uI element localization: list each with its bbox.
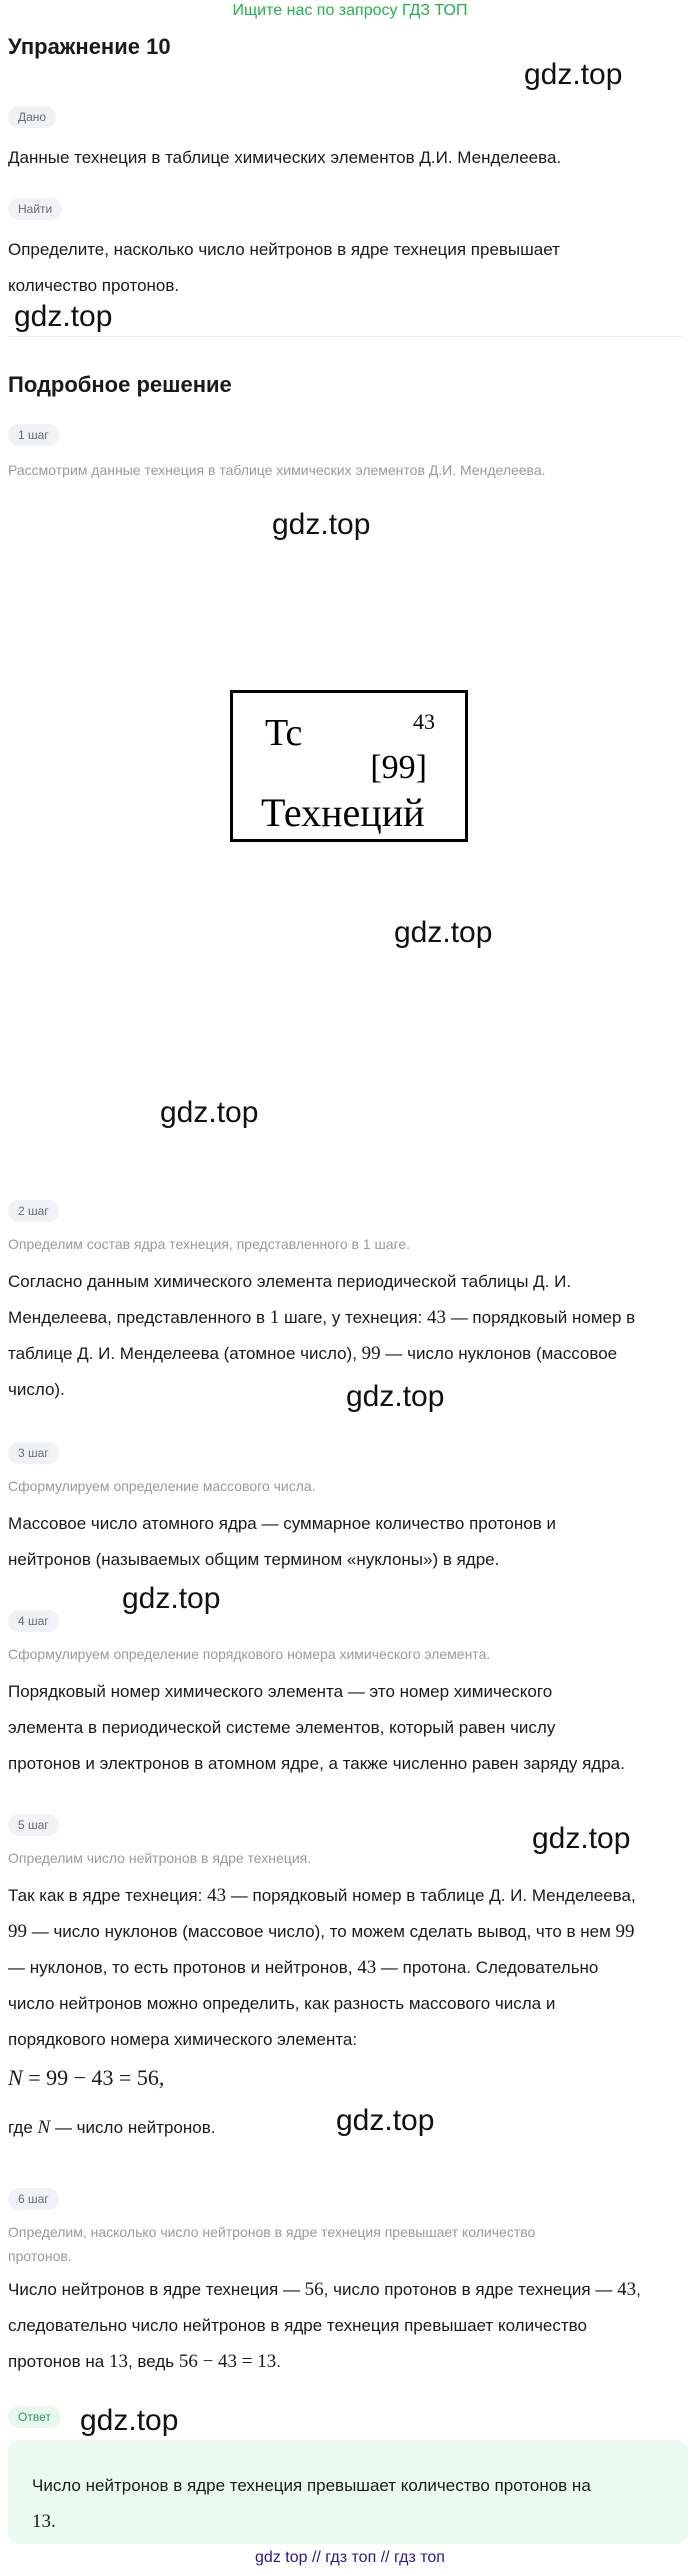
answer-badge: Ответ [8,2406,61,2428]
step-text-line: элемента в периодической системе элементов, который равен числу [8,1718,556,1737]
step-hint: Сформулируем определение массового числа. [8,1478,316,1494]
watermark: gdz.top [532,1822,631,1855]
step-hint: Рассмотрим данные технеция в таблице химических элементов Д.И. Менделеева. [8,462,546,478]
step-text-line: число нейтронов можно определить, как разность массового числа и [8,1994,556,2013]
find-text-line: Определите, насколько число нейтронов в ядре технеция превышает [8,240,560,259]
step-text-line: протонов на 13, ведь 56 − 43 = 13. [8,2351,282,2372]
element-name: Технеций [261,790,425,835]
step-hint: Определим число нейтронов в ядре технеция. [8,1850,312,1866]
watermark: gdz.top [272,508,371,541]
step-text-line: Порядковый номер химического элемента — это номер химического [8,1682,553,1701]
element-mass: [99] [370,749,427,786]
given-badge: Дано [8,106,56,128]
step-text-line: порядкового номера химического элемента: [8,2030,358,2049]
answer-text-line: Число нейтронов в ядре технеция превышает количество протонов на [32,2476,591,2495]
step-text-line: 99 — число нуклонов (массовое число), то можем сделать вывод, что в нем 99 [8,1921,635,1942]
step-text-line: число). [8,1380,65,1399]
step-hint: Сформулируем определение порядкового номера химического элемента. [8,1646,491,1662]
watermark: gdz.top [336,2104,435,2137]
step-text-line: Менделеева, представленного в 1 шаге, у технеция: 43 — порядковый номер в [8,1307,636,1328]
watermark: gdz.top [122,1582,221,1615]
element-symbol: Tc [265,712,303,754]
watermark: gdz.top [160,1096,259,1129]
divider [8,336,684,337]
step-badge: 6 шаг [8,2188,59,2210]
watermark: gdz.top [14,300,113,333]
step-badge: 4 шаг [8,1610,59,1632]
page-title: Упражнение 10 [8,34,171,59]
step-hint: протонов. [8,2248,72,2264]
step-badge: 1 шаг [8,424,59,446]
element-card [230,690,468,842]
watermark: gdz.top [524,58,623,91]
step-badge: 5 шаг [8,1814,59,1836]
step-hint: Определим состав ядра технеция, представленного в 1 шаге. [8,1236,411,1252]
watermark: gdz.top [80,2404,179,2437]
find-text-line: количество протонов. [8,276,180,295]
step-text-line: таблице Д. И. Менделеева (атомное число), 99 — число нуклонов (массовое [8,1343,618,1364]
step-hint: Определим, насколько число нейтронов в ядре технеция превышает количество [8,2224,536,2240]
step-text-line: Массовое число атомного ядра — суммарное количество протонов и [8,1514,556,1533]
step-text-line: следовательно число нейтронов в ядре технеция превышает количество [8,2316,587,2335]
step-text-line: где N — число нейтронов. [8,2117,216,2138]
step-text-line: — нуклонов, то есть протонов и нейтронов, 43 — протона. Следовательно [8,1957,599,1978]
watermark: gdz.top [394,916,493,949]
step-text-line: нейтронов (называемых общим термином «нуклоны») в ядре. [8,1550,500,1569]
step-text-line: Так как в ядре технеция: 43 — порядковый номер в таблице Д. И. Менделеева, [8,1885,636,1906]
solution-title: Подробное решение [8,372,232,397]
formula: N = 99 − 43 = 56, [8,2065,165,2090]
step-badge: 2 шаг [8,1200,59,1222]
step-text-line: протонов и электронов в атомном ядре, а также численно равен заряду ядра. [8,1754,625,1773]
answer-box [8,2440,688,2544]
step-badge: 3 шаг [8,1442,59,1464]
step-text-line: Число нейтронов в ядре технеция — 56, число протонов в ядре технеция — 43, [8,2279,641,2300]
answer-text-line: 13. [32,2511,56,2532]
watermark: gdz.top [346,1380,445,1413]
find-badge: Найти [8,198,62,220]
search-banner[interactable]: Ищите нас по запросу ГДЗ ТОП [232,2,468,19]
step-text-line: Согласно данным химического элемента периодической таблицы Д. И. [8,1272,572,1291]
footer-links[interactable]: gdz top // гдз топ // гдз топ [255,2549,445,2566]
element-atomic-number: 43 [413,709,435,734]
given-text: Данные технеция в таблице химических элементов Д.И. Менделеева. [8,148,562,167]
